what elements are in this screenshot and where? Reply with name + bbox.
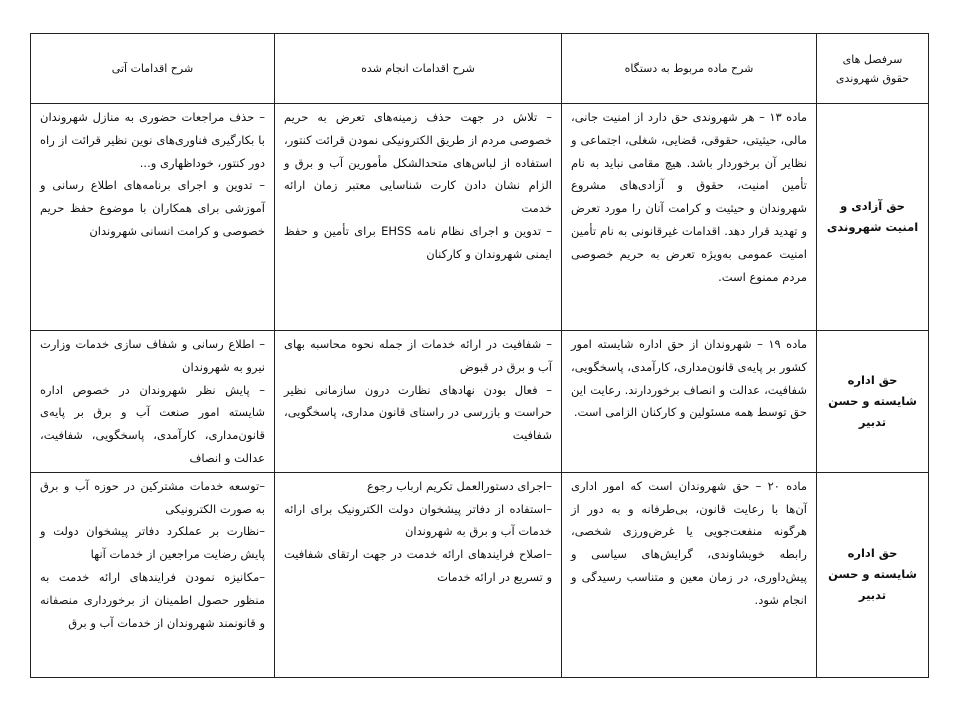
row-future-cell xyxy=(31,472,275,677)
done-item: –اصلاح فرایندهای ارائه خدمت در جهت ارتقای شفافیت و تسریع در ارائه خدمات xyxy=(284,547,552,584)
row-topic-cell xyxy=(817,104,929,331)
row-topic-cell xyxy=(817,472,929,677)
header-topic-line2: حقوق شهروندی xyxy=(835,71,910,85)
table-header-row xyxy=(31,34,929,104)
row-topic-line1: حق اداره xyxy=(847,546,898,561)
row-article-cell xyxy=(562,331,817,473)
done-item: – شفافیت در ارائه خدمات از جمله نحوه محاسبه بهای آب و برق در قبوض xyxy=(284,337,552,374)
future-item: –مکانیزه نمودن فرایندهای ارائه خدمت به منظور حصول اطمینان از برخورداری منصفانه و قانونمند شهروندان از خدمات آب و برق xyxy=(40,569,265,630)
row-done-cell xyxy=(275,472,562,677)
future-item: – اطلاع رسانی و شفاف سازی خدمات وزارت نیرو به شهروندان xyxy=(40,337,265,374)
table-row xyxy=(31,104,929,331)
row-done-cell xyxy=(275,104,562,331)
row-topic-line1: حق آزادی و xyxy=(840,199,905,213)
done-item: –اجرای دستورالعمل تکریم ارباب رجوع xyxy=(366,478,552,493)
row-topic-cell xyxy=(817,331,929,473)
row-article-cell xyxy=(562,472,817,677)
header-future-actions: شرح اقدامات آتی xyxy=(31,34,275,104)
done-item: – تدوین و اجرای نظام نامه EHSS برای تأمین و حفظ ایمنی شهروندان و کارکنان xyxy=(284,223,552,261)
row-article-text: ماده ۱۹ – شهروندان از حق اداره شایسته امور کشور بر پایه‌ی قانون‌مداری، کارآمدی، پاسخگویی، شفافیت، عدالت و انصاف برخوردارند. رعایت این حق توسط همه مسئولین و کارکنان الزامی است. xyxy=(571,337,807,420)
header-topic-line1: سرفصل های xyxy=(842,52,903,66)
row-topic-line2: شایسته و حسن xyxy=(828,393,917,408)
row-topic-line2: شایسته و حسن xyxy=(828,567,917,582)
row-article-text: ماده ۲۰ – حق شهروندان است که امور اداری آن‌ها با رعایت قانون، بی‌طرفانه و به دور از هرگونه منفعت‌جویی یا غرض‌ورزی شخصی، رابطه خویشاوندی، گرایش‌های سیاسی و پیش‌داوری، در زمان معین و متناسب رسیدگی و انجام شود. xyxy=(571,478,807,607)
future-item: – تدوین و اجرای برنامه‌های اطلاع رسانی و آموزشی برای همکاران با موضوع حفظ حریم خصوصی و کرامت انسانی شهروندان xyxy=(40,178,265,238)
row-topic-line3: تدبیر xyxy=(858,414,887,429)
row-done-cell xyxy=(275,331,562,473)
done-item: – فعال بودن نهادهای نظارت درون سازمانی نظیر حراست و بازرسی در راستای قانون مداری، پاسخگویی، شفافیت xyxy=(284,382,552,443)
header-done-actions: شرح اقدامات انجام شده xyxy=(275,34,562,104)
citizen-rights-table xyxy=(30,33,929,678)
future-item: –نظارت بر عملکرد دفاتر پیشخوان دولت و پایش رضایت مراجعین از خدمات آنها xyxy=(40,524,265,562)
header-article: شرح ماده مربوط به دستگاه xyxy=(562,34,817,104)
row-future-cell xyxy=(31,331,275,473)
row-topic-line2: امنیت شهروندی xyxy=(826,220,919,234)
header-topic xyxy=(817,34,929,104)
table-row xyxy=(31,472,929,677)
future-item: – حذف مراجعات حضوری به منازل شهروندان با بکارگیری فناوری‌های نوین نظیر قرائت از راه دور کنتور، خوداظهاری و... xyxy=(40,110,265,170)
table-row xyxy=(31,331,929,473)
row-topic-line1: حق اداره xyxy=(847,372,898,387)
row-article-cell xyxy=(562,104,817,331)
done-item: –استفاده از دفاتر پیشخوان دولت الکترونیک برای ارائه خدمات آب و برق به شهروندان xyxy=(284,501,552,539)
row-article-text: ماده ۱۳ – هر شهروندی حق دارد از امنیت جانی، مالی، حیثیتی، حقوقی، قضایی، شغلی، اجتماعی و نظایر آن برخوردار باشد. هیچ مقامی نباید به نام تأمین امنیت، حقوق و آزادی‌های مشروع شهروندان و حیثیت و کرامت آنان را مورد تعرض و تهدید قرار دهد. اقدامات غیرقانونی به نام تأمین امنیت عمومی به‌ویژه تعرض به حریم خصوصی مردم ممنوع است. xyxy=(571,110,807,284)
future-item: –توسعه خدمات مشترکین در حوزه آب و برق به صورت الکترونیکی xyxy=(40,478,265,516)
done-item: – تلاش در جهت حذف زمینه‌های تعرض به حریم خصوصی مردم از طریق الکترونیکی نمودن قرائت کنتور، استفاده از لباس‌های متحدالشکل مأمورین آب و برق و الزام نشان دادن کارت شناسایی معتبر زمان ارائه خدمت xyxy=(284,110,552,216)
row-topic-line3: تدبیر xyxy=(858,588,887,603)
row-future-cell xyxy=(31,104,275,331)
future-item: – پایش نظر شهروندان در خصوص اداره شایسته امور صنعت آب و برق بر پایه‌ی قانون‌مداری، کارآمدی، پاسخگویی، شفافیت، عدالت و انصاف xyxy=(40,382,265,465)
